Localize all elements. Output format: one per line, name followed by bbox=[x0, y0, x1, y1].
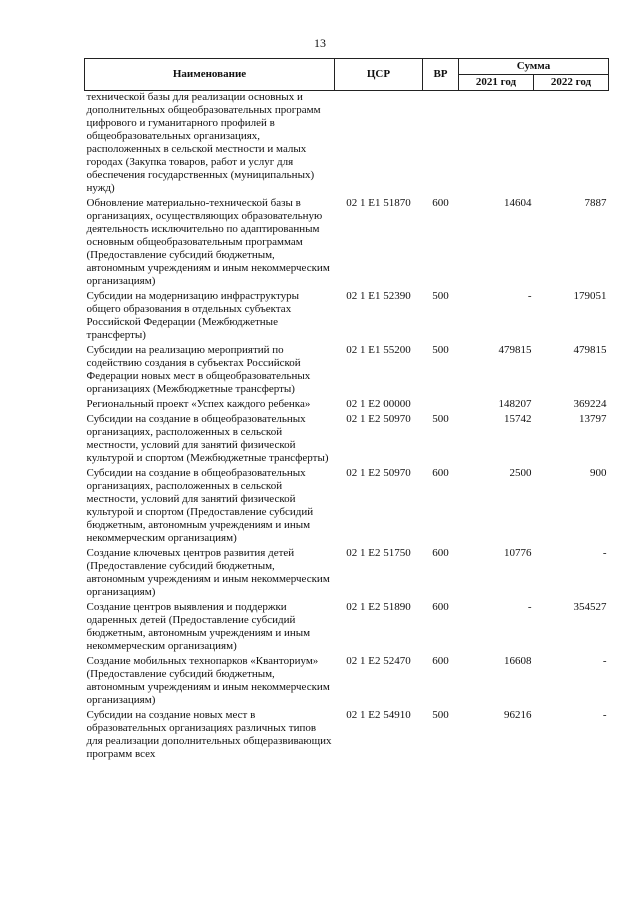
row-sum-2022: - bbox=[602, 655, 607, 667]
row-sum-2022 bbox=[534, 91, 609, 198]
row-csr: 02 1 E2 54910 bbox=[346, 709, 411, 721]
table-row bbox=[85, 344, 609, 398]
row-sum-2021: 148207 bbox=[498, 398, 532, 410]
table-header bbox=[85, 59, 609, 91]
row-vr bbox=[423, 398, 459, 413]
header-vr: ВР bbox=[423, 59, 459, 91]
table-row bbox=[85, 398, 609, 413]
row-sum-2022: 7887 bbox=[584, 197, 607, 209]
table-row bbox=[85, 547, 609, 601]
row-sum-2021: - bbox=[527, 601, 532, 613]
row-name: Субсидии на создание новых мест в образовательных организациях различных типов для реализации дополнительных общеразвивающих программ всех bbox=[86, 709, 332, 760]
row-sum-2021: - bbox=[527, 290, 532, 302]
row-vr bbox=[423, 91, 459, 198]
row-vr: 500 bbox=[432, 709, 449, 721]
header-year-2021: 2021 год bbox=[459, 75, 534, 91]
row-sum-2021 bbox=[459, 91, 534, 198]
row-csr: 02 1 E2 51890 bbox=[346, 601, 411, 613]
row-sum-2021: 14604 bbox=[504, 197, 532, 209]
row-csr: 02 1 E2 50970 bbox=[346, 467, 411, 479]
table-row bbox=[85, 290, 609, 344]
row-sum-2021: 2500 bbox=[509, 467, 532, 479]
budget-table bbox=[84, 58, 609, 763]
table-row bbox=[85, 413, 609, 467]
row-sum-2021: 15742 bbox=[504, 413, 532, 425]
row-name: Субсидии на создание в общеобразовательных организациях, расположенных в сельской местности, условий для занятий физической культурой и спортом (Предоставление субсидий бюджетным, автономным учреждениям и иным некоммерческим организациям) bbox=[86, 467, 314, 544]
row-vr: 600 bbox=[432, 601, 449, 613]
header-sum: Сумма bbox=[459, 59, 609, 75]
row-name: Создание ключевых центров развития детей (Предоставление субсидий бюджетным, автономным учреждениям и иным некоммерческим организациям) bbox=[86, 547, 330, 598]
table-row bbox=[85, 197, 609, 290]
row-vr: 600 bbox=[432, 547, 449, 559]
table-row bbox=[85, 467, 609, 547]
row-csr: 02 1 E1 51870 bbox=[346, 197, 411, 209]
row-name: Создание центров выявления и поддержки одаренных детей (Предоставление субсидий бюджетным, автономным учреждениям и иным некоммерческим организациям) bbox=[86, 601, 311, 652]
header-csr: ЦСР bbox=[335, 59, 423, 91]
row-sum-2022: 354527 bbox=[573, 601, 607, 613]
header-year-2022: 2022 год bbox=[534, 75, 609, 91]
table-row bbox=[85, 655, 609, 709]
row-csr: 02 1 E1 52390 bbox=[346, 290, 411, 302]
row-sum-2021: 479815 bbox=[498, 344, 532, 356]
row-name: Субсидии на создание в общеобразовательных организациях, расположенных в сельской местности, условий для занятий физической культурой и спортом (Межбюджетные трансферты) bbox=[86, 413, 329, 464]
row-vr: 600 bbox=[432, 467, 449, 479]
row-name: Обновление материально-технической базы в организациях, осуществляющих образовательную деятельность исключительно по адаптированным основным общеобразовательным программам (Предоставление субсидий бюджетным, автономным учреждениям и иным некоммерческим организациям) bbox=[86, 197, 330, 287]
row-sum-2022: - bbox=[602, 547, 607, 559]
row-sum-2022: 13797 bbox=[579, 413, 607, 425]
table-row bbox=[85, 91, 609, 198]
header-name: Наименование bbox=[85, 59, 335, 91]
table-row bbox=[85, 601, 609, 655]
row-sum-2022: - bbox=[602, 709, 607, 721]
table-row bbox=[85, 709, 609, 763]
row-vr: 600 bbox=[432, 655, 449, 667]
row-csr: 02 1 E1 55200 bbox=[346, 344, 411, 356]
page-number: 13 bbox=[314, 36, 326, 50]
row-name: Субсидии на модернизацию инфраструктуры общего образования в отдельных субъектах Российской Федерации (Межбюджетные трансферты) bbox=[86, 290, 300, 341]
row-name: Региональный проект «Успех каждого ребенка» bbox=[86, 398, 311, 410]
row-csr: 02 1 E2 51750 bbox=[346, 547, 411, 559]
row-sum-2021: 10776 bbox=[504, 547, 532, 559]
table-body bbox=[85, 91, 609, 764]
row-name: технической базы для реализации основных и дополнительных общеобразовательных программ цифрового и гуманитарного профилей в общеобразовательных организациях, расположенных в сельской местности и малых городах (Закупка товаров, работ и услуг для обеспечения государственных (муниципальных) нужд) bbox=[86, 91, 321, 194]
row-sum-2022: 179051 bbox=[573, 290, 607, 302]
row-sum-2022: 479815 bbox=[573, 344, 607, 356]
row-vr: 500 bbox=[432, 413, 449, 425]
row-vr: 500 bbox=[432, 344, 449, 356]
row-csr: 02 1 E2 00000 bbox=[346, 398, 411, 410]
row-sum-2022: 369224 bbox=[573, 398, 607, 410]
row-csr: 02 1 E2 52470 bbox=[346, 655, 411, 667]
row-vr: 600 bbox=[432, 197, 449, 209]
row-name: Субсидии на реализацию мероприятий по содействию создания в субъектах Российской Федерации новых мест в общеобразовательных организациях (Межбюджетные трансферты) bbox=[86, 344, 311, 395]
row-sum-2022: 900 bbox=[590, 467, 607, 479]
row-sum-2021: 96216 bbox=[504, 709, 532, 721]
row-sum-2021: 16608 bbox=[504, 655, 532, 667]
row-name: Создание мобильных технопарков «Кванториум» (Предоставление субсидий бюджетным, автономным учреждениям и иным некоммерческим организациям) bbox=[86, 655, 330, 706]
row-csr bbox=[335, 91, 423, 198]
row-vr: 500 bbox=[432, 290, 449, 302]
row-csr: 02 1 E2 50970 bbox=[346, 413, 411, 425]
